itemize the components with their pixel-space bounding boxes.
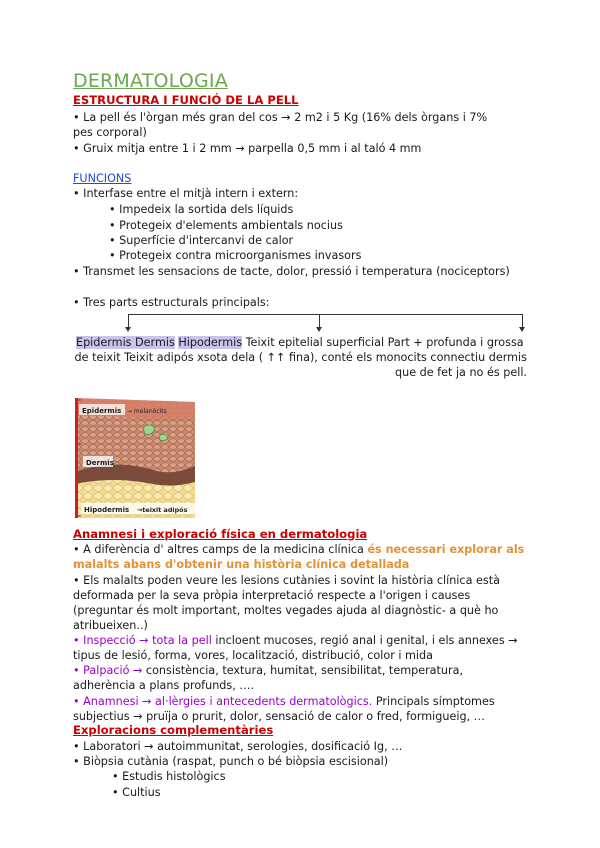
parts-row-2: de teixit Teixit adipós xsota dela ( ↑↑ fina), conté els monocits connectiu dermis (74, 351, 527, 364)
heading-anamnesi: Anamnesi i exploració física en dermatologia (73, 527, 368, 541)
bullet-malalts-cont2: (preguntar és molt important, moltes vegades ajuda al diagnòstic- a què ho (73, 604, 499, 617)
figure-label-epidermis: Epidermis (82, 407, 122, 415)
parts-row-1 (76, 335, 524, 350)
heading-funcions: FUNCIONS (73, 172, 132, 185)
bullet-biopsia: • Biòpsia cutània (raspat, punch o bé biòpsia escisional) (73, 755, 389, 768)
skin-layers-figure (73, 396, 195, 524)
figure-label-melanocits: → melanòcits (127, 408, 167, 415)
palpacio-label: • Palpació → (73, 664, 143, 677)
parts-row-1-text: Teixit epitelial superficial Part + profunda i grossa (245, 336, 524, 349)
inspeccio-text: incloent mucoses, regió anal i genital, i els annexes → (211, 634, 518, 647)
bullet-laboratori: • Laboratori → autoimmunitat, serologies, dosificació Ig, … (73, 740, 403, 753)
bullet-diferencia (73, 542, 524, 557)
parts-row-3: que de fet ja no és pell. (395, 366, 527, 379)
sub-bullet-calor: • Superfície d'intercanvi de calor (109, 234, 294, 247)
figure-label-hipodermis: Hipodermis (84, 506, 130, 514)
highlight-explorar-cont: malalts abans d'obtenir una història clínica detallada (73, 558, 410, 571)
down-arrow-icon (522, 314, 523, 328)
palpacio-text: consistència, textura, humitat, sensibilitat, temperatura, (142, 664, 464, 677)
bullet-sensacions: • Transmet les sensacions de tacte, dolor, pressió i temperatura (nociceptors) (73, 265, 510, 278)
down-arrow-icon (128, 314, 129, 328)
highlight-explorar: és necessari explorar als (367, 543, 525, 556)
sub-bullet-histologics: • Estudis histològics (112, 770, 226, 783)
bullet-gruix: • Gruix mitja entre 1 i 2 mm → parpella 0,5 mm i al taló 4 mm (73, 142, 422, 155)
bullet-interfase: • Interfase entre el mitjà intern i extern: (73, 187, 299, 200)
bullet-inspeccio-cont: tipus de lesió, forma, vores, localització, distribució, color i mida (73, 649, 433, 662)
bullet-malalts-cont1: deformada per la seva pròpia interpretació respecte a l'origen i causes (73, 589, 471, 602)
bullet-anamnesi (73, 694, 495, 709)
bullet-palpacio-cont: adherència a plans profunds, …. (73, 679, 255, 692)
bullet-tres-parts: • Tres parts estructurals principals: (73, 296, 270, 309)
heading-exploracions: Exploracions complementàries (73, 723, 274, 737)
down-arrow-icon (319, 314, 320, 328)
anamnesi-text: Principals símptomes (372, 695, 495, 708)
bullet-diferencia-text: • A diferència d' altres camps de la medicina clínica (73, 543, 368, 556)
figure-label-adipos: →teixit adipós (137, 506, 188, 514)
bullet-pell-organ-cont: pes corporal) (73, 126, 147, 139)
figure-label-dermis: Dermis (86, 459, 114, 467)
bullet-pell-organ: • La pell és l'òrgan més gran del cos → 2 m2 i 5 Kg (16% dels òrgans i 7% (73, 111, 488, 124)
bullet-inspeccio (73, 633, 518, 648)
sub-bullet-cultius: • Cultius (112, 786, 161, 799)
bullet-malalts: • Els malalts poden veure les lesions cutànies i sovint la història clínica està (73, 574, 500, 587)
sub-bullet-microorganismes: • Protegeix contra microorganismes invasors (109, 249, 362, 262)
bullet-anamnesi-cont: subjectius → pruïja o prurit, dolor, sensació de calor o fred, formigueig, … (73, 710, 485, 723)
diagram-connector-line (128, 314, 523, 315)
highlight-epidermis-dermis: Epidermis Dermis (76, 336, 175, 349)
anamnesi-label: • Anamnesi → al·lèrgies i antecedents dermatològics. (73, 695, 373, 708)
sub-bullet-liquids: • Impedeix la sortida dels líquids (109, 203, 294, 216)
heading-estructura: ESTRUCTURA I FUNCIÓ DE LA PELL (73, 93, 299, 107)
page-title: DERMATOLOGIA (73, 70, 228, 92)
bullet-malalts-cont3: atribueixen..) (73, 619, 148, 632)
inspeccio-label: • Inspecció → tota la pell (73, 634, 212, 647)
bullet-palpacio (73, 663, 463, 678)
highlight-hipodermis: Hipodermis (178, 336, 243, 349)
sub-bullet-nocius: • Protegeix d'elements ambientals nocius (109, 219, 343, 232)
